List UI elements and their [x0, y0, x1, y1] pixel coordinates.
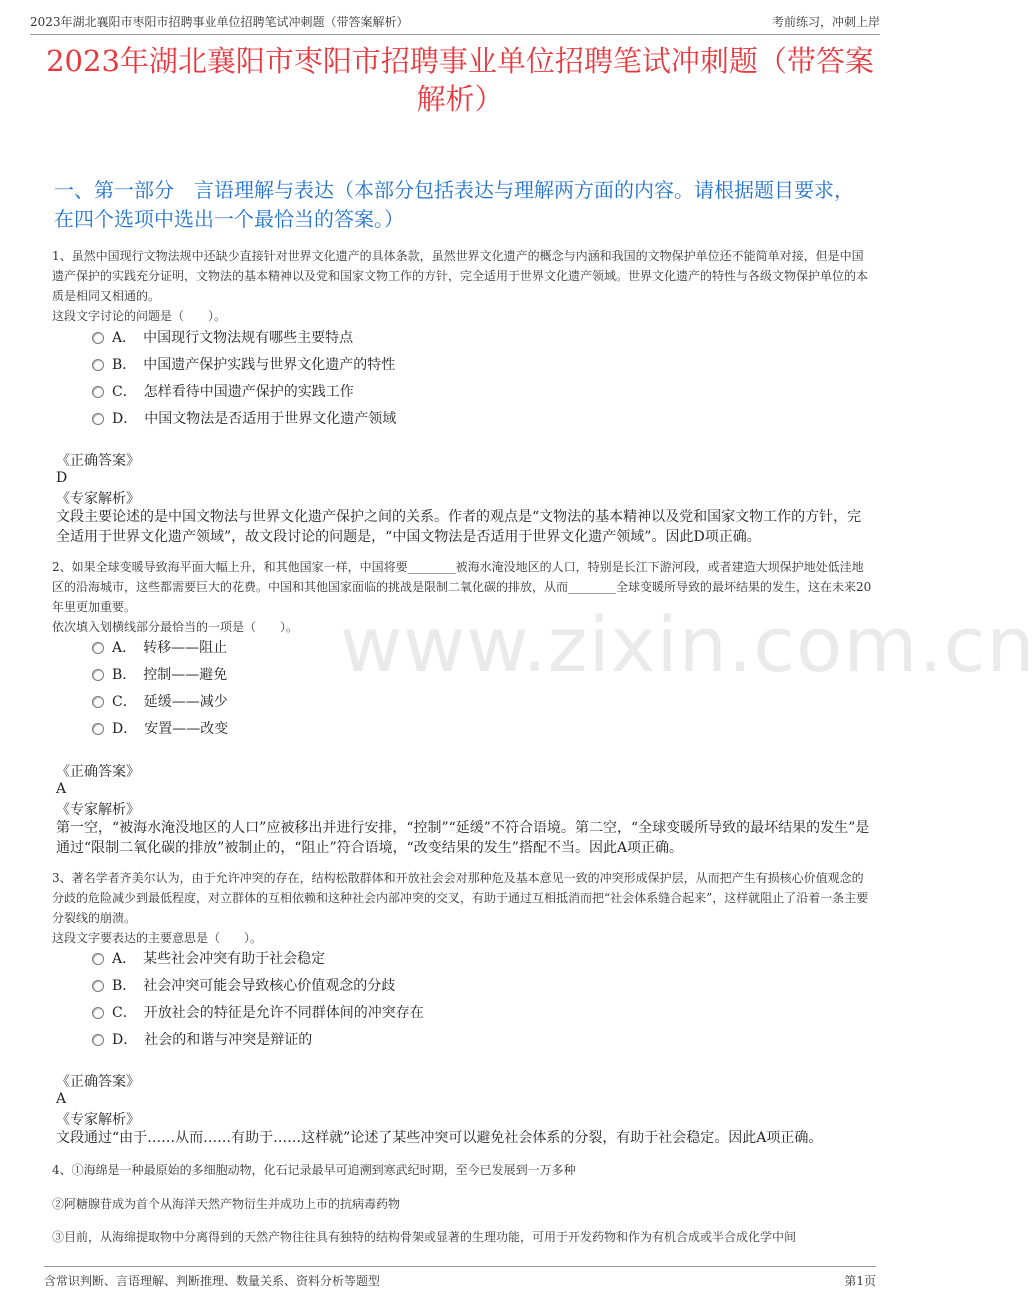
- question-2-text: 2、如果全球变暖导致海平面大幅上升，和其他国家一样，中国将要________被海水淹没地区的人口，特别是长江下游河段，或者建造大坝保护地处低洼地区的沿海城市，这些都需要巨大的花费。中国和其他国家面临的挑战是限制二氧化碳的排放，从而________全球变暖所导致的最坏结果的发生，这在未来20年里更加重要。: [52, 560, 872, 614]
- question-1-option-a[interactable]: A． 中国现行文物法规有哪些主要特点: [92, 328, 353, 348]
- question-3-option-b[interactable]: B． 社会冲突可能会导致核心价值观念的分歧: [92, 976, 395, 996]
- question-2-option-d[interactable]: D． 安置——改变: [92, 719, 228, 739]
- question-3-answer: A: [56, 1091, 67, 1107]
- question-3-prompt: 这段文字要表达的主要意思是（ ）。: [52, 931, 263, 945]
- question-1-answer: D: [56, 470, 68, 486]
- radio-icon[interactable]: [92, 696, 104, 708]
- radio-icon[interactable]: [92, 723, 104, 735]
- question-2-option-b[interactable]: B． 控制——避免: [92, 665, 227, 685]
- watermark: www.zixin.com.cn: [340, 600, 1036, 689]
- page-footer: [44, 1266, 876, 1291]
- radio-icon[interactable]: [92, 1034, 104, 1046]
- question-2-answer: A: [56, 781, 67, 797]
- radio-icon[interactable]: [92, 953, 104, 965]
- question-3-text: 3、著名学者齐美尔认为，由于允许冲突的存在，结构松散群体和开放社会会对那种危及基本意见一致的冲突形成保护层，从而把产生有损核心价值观念的分歧的危险减少到最低程度，对立群体的互相依赖和这种社会内部冲突的交叉，有助于通过互相抵消而把“社会体系缝合起来”，这样就阻止了沿着一条主要分裂线的崩溃。: [52, 871, 869, 925]
- question-4-line-1: 4、①海绵是一种最原始的多细胞动物，化石记录最早可追溯到寒武纪时期，至今已发展到一万多种: [52, 1163, 576, 1177]
- question-2-prompt: 依次填入划横线部分最恰当的一项是（ ）。: [52, 620, 299, 634]
- question-1-prompt: 这段文字讨论的问题是（ ）。: [52, 309, 227, 323]
- radio-icon[interactable]: [92, 386, 104, 398]
- question-3-analysis-label: 《专家解析》: [56, 1112, 140, 1128]
- question-3-option-a[interactable]: A． 某些社会冲突有助于社会稳定: [92, 949, 325, 969]
- question-1-option-c[interactable]: C． 怎样看待中国遗产保护的实践工作: [92, 382, 354, 402]
- question-1-option-d[interactable]: D． 中国文物法是否适用于世界文化遗产领域: [92, 409, 396, 429]
- header-doc-title: 2023年湖北襄阳市枣阳市招聘事业单位招聘笔试冲刺题（带答案解析）: [30, 15, 409, 29]
- page-header: [30, 10, 880, 35]
- radio-icon[interactable]: [92, 669, 104, 681]
- radio-icon[interactable]: [92, 332, 104, 344]
- radio-icon[interactable]: [92, 413, 104, 425]
- question-3-option-c[interactable]: C． 开放社会的特征是允许不同群体间的冲突存在: [92, 1003, 424, 1023]
- radio-icon[interactable]: [92, 980, 104, 992]
- question-3-answer-label: 《正确答案》: [56, 1074, 140, 1090]
- page-number: 第1页: [844, 1274, 876, 1288]
- question-1-option-b[interactable]: B． 中国遗产保护实践与世界文化遗产的特性: [92, 355, 395, 375]
- question-1-text: 1、虽然中国现行文物法规中还缺少直接针对世界文化遗产的具体条款，虽然世界文化遗产的概念与内涵和我国的文物保护单位还不能简单对接，但是中国遗产保护的实践充分证明，文物法的基本精神以及党和国家文物工作的方针，完全适用于世界文化遗产领域。世界文化遗产的特性与各级文物保护单位的本质是相同又相通的。: [52, 249, 869, 303]
- question-2-analysis: 第一空，“被海水淹没地区的人口”应被移出并进行安排，“控制”“延缓”不符合语境。第二空，“全球变暖所导致的最坏结果的发生”是通过“限制二氧化碳的排放”被制止的，“阻止”符合语境，“改变结果的发生”搭配不当。因此A项正确。: [56, 820, 870, 856]
- radio-icon[interactable]: [92, 642, 104, 654]
- question-2-answer-label: 《正确答案》: [56, 764, 140, 780]
- question-3-option-d[interactable]: D． 社会的和谐与冲突是辩证的: [92, 1030, 312, 1050]
- question-2-option-a[interactable]: A． 转移——阻止: [92, 638, 227, 658]
- question-3-analysis: 文段通过“由于……从而……有助于……这样就”论述了某些冲突可以避免社会体系的分裂，有助于社会稳定。因此A项正确。: [56, 1130, 823, 1146]
- question-1-analysis: 文段主要论述的是中国文物法与世界文化遗产保护之间的关系。作者的观点是“文物法的基本精神以及党和国家文物工作的方针，完全适用于世界文化遗产领域”，故文段讨论的问题是，“中国文物法是否适用于世界文化遗产领域”。因此D项正确。: [56, 509, 862, 545]
- section-heading: 一、第一部分 言语理解与表达（本部分包括表达与理解两方面的内容。请根据题目要求，在四个选项中选出一个最恰当的答案。）: [54, 178, 854, 231]
- radio-icon[interactable]: [92, 359, 104, 371]
- question-4-line-3: ③目前，从海绵提取物中分离得到的天然产物往往具有独特的结构骨架或显著的生理功能，可用于开发药物和作为有机合成或半合成化学中间: [52, 1230, 797, 1244]
- page-title: 2023年湖北襄阳市枣阳市招聘事业单位招聘笔试冲刺题（带答案解析）: [46, 44, 874, 116]
- question-4-line-2: ②阿糖腺苷成为首个从海洋天然产物衍生并成功上市的抗病毒药物: [52, 1197, 401, 1211]
- question-2-option-c[interactable]: C． 延缓——减少: [92, 692, 228, 712]
- question-1-answer-label: 《正确答案》: [56, 453, 140, 469]
- header-slogan: 考前练习，冲刺上岸: [771, 15, 880, 29]
- footer-topics: 含常识判断、言语理解、判断推理、数量关系、资料分析等题型: [44, 1274, 381, 1288]
- question-2-analysis-label: 《专家解析》: [56, 802, 140, 818]
- question-1-analysis-label: 《专家解析》: [56, 491, 140, 507]
- radio-icon[interactable]: [92, 1007, 104, 1019]
